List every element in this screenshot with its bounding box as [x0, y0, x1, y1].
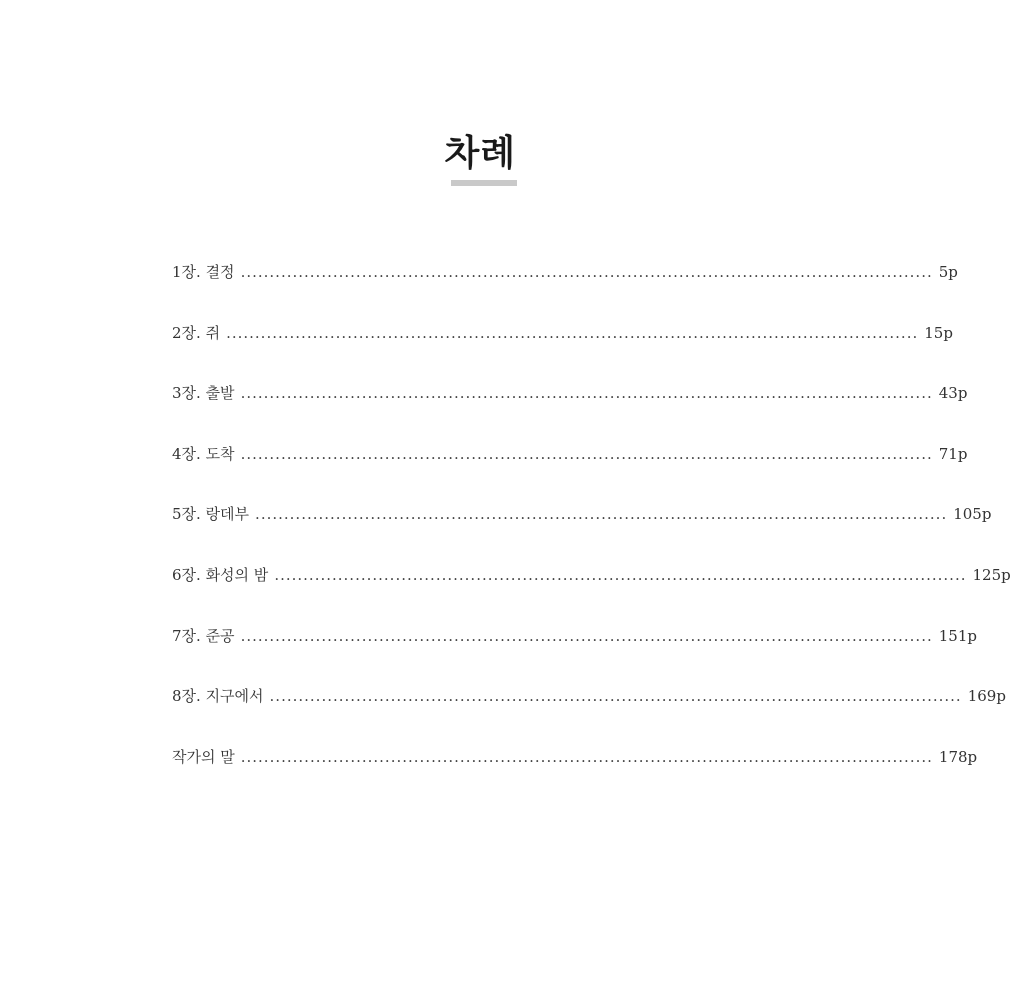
toc-leader-dots: ........................................................................................................................	[240, 384, 933, 403]
toc-leader-dots: ........................................................................................................................	[269, 687, 962, 706]
toc-entry	[172, 563, 1011, 624]
toc-entry-page: 43p	[938, 384, 968, 403]
toc-entry	[172, 745, 978, 806]
toc-entry-page: 125p	[972, 565, 1011, 584]
toc-leader-dots: ........................................................................................................................	[240, 444, 933, 463]
toc-entry-label: 4장. 도착	[172, 444, 235, 463]
toc-entry-page: 15p	[924, 323, 953, 342]
toc-entry-page: 178p	[938, 747, 978, 766]
toc-leader-dots: ........................................................................................................................	[274, 565, 967, 584]
toc-leader-dots: ........................................................................................................................	[226, 323, 919, 342]
toc-entry	[172, 442, 968, 503]
toc-entry-label: 8장. 지구에서	[172, 687, 264, 706]
toc-entry	[172, 684, 1006, 745]
toc-leader-dots: ........................................................................................................................	[255, 505, 948, 524]
toc-entry	[172, 502, 992, 563]
toc-leader-dots: ........................................................................................................................	[240, 626, 933, 645]
toc-leader-dots: ........................................................................................................................	[240, 747, 933, 766]
toc-entry-label: 3장. 출발	[172, 384, 235, 403]
toc-entry-label: 작가의 말	[172, 747, 235, 766]
toc-entry-label: 5장. 랑데부	[172, 505, 250, 524]
toc-entry-label: 1장. 결정	[172, 263, 235, 281]
toc-entry-page: 105p	[953, 505, 992, 524]
toc-leader-dots: ........................................................................................................................	[240, 263, 933, 281]
toc-entry	[172, 381, 968, 442]
toc-entry-page: 169p	[967, 687, 1006, 706]
toc-entry	[172, 624, 977, 685]
title-underline	[451, 180, 517, 186]
toc-entry	[172, 321, 953, 382]
toc-list	[172, 260, 1011, 805]
toc-entry-page: 5p	[938, 263, 958, 281]
toc-entry-page: 71p	[938, 444, 968, 463]
toc-entry-label: 2장. 쥐	[172, 323, 221, 342]
toc-entry-label: 6장. 화성의 밤	[172, 565, 269, 584]
page-title: 차례	[444, 133, 516, 174]
toc-entry-label: 7장. 준공	[172, 626, 235, 645]
toc-entry	[172, 260, 958, 321]
toc-entry-page: 151p	[938, 626, 977, 645]
